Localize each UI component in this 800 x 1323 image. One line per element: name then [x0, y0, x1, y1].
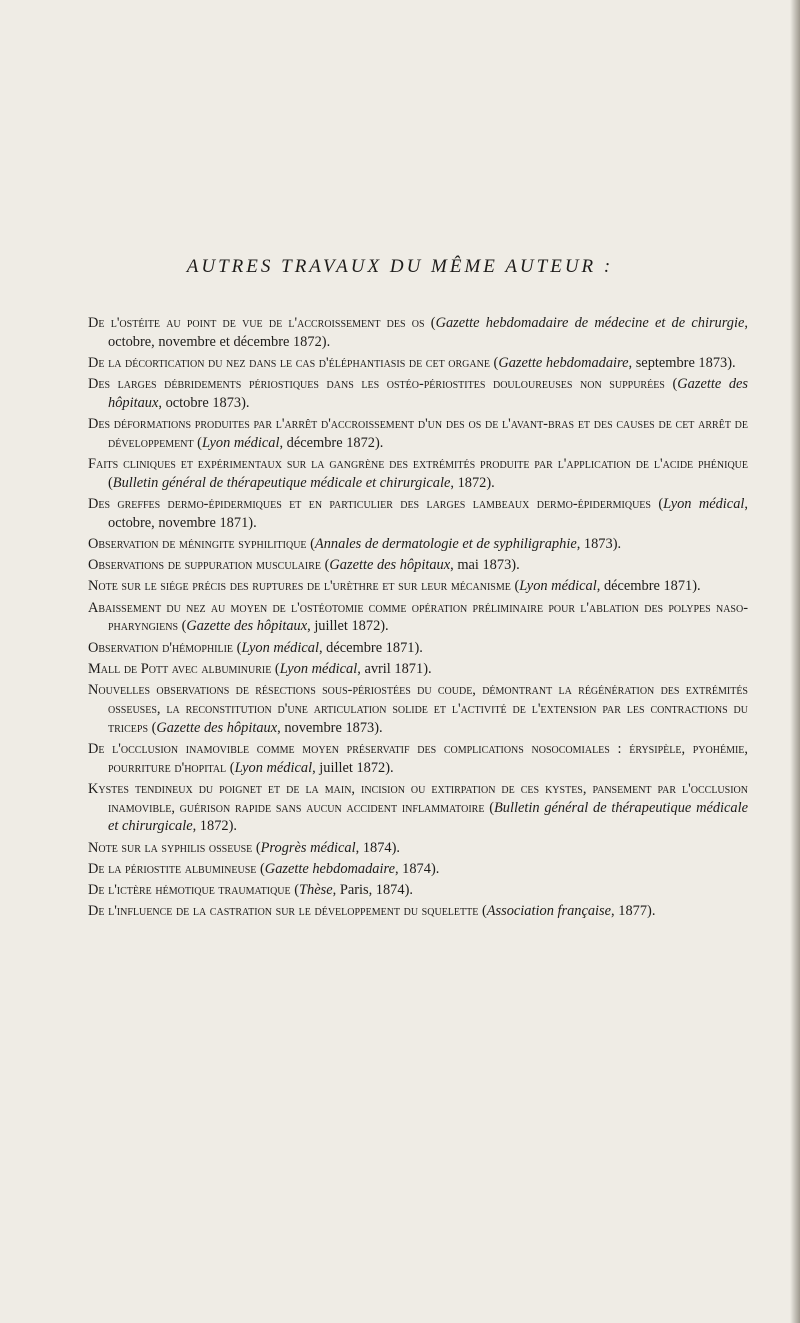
entry-source: Gazette hebdomadaire [264, 860, 395, 877]
bibliography-entry: Faits cliniques et expérimentaux sur la gangrène des extrémités produite par l'application de l'acide phénique (Bulletin général de thérapeutique médicale et chirurgicale, 1872). [88, 456, 748, 491]
entry-date: 1873 [583, 536, 613, 553]
entry-source: Annales de dermatologie et de syphiligraphie [314, 536, 577, 553]
entry-source: Lyon médical [241, 639, 319, 656]
entry-source: Bulletin général de thérapeutique médicale et chirurgicale [112, 474, 451, 491]
entry-title: Des larges débridements périostiques dans les ostéo-périostites douloureuses non suppurées [88, 376, 665, 393]
bibliography-entry: Observation d'hémophilie (Lyon médical, décembre 1871). [88, 639, 423, 656]
entry-date: décembre 1872 [286, 434, 375, 451]
entry-title: Note sur le siége précis des ruptures de l'urèthre et sur leur mécanisme [88, 578, 511, 595]
entry-source: Gazette des hôpitaux [156, 719, 278, 736]
entry-title: Abaissement du nez au moyen de l'ostéotomie comme opération préliminaire pour l'ablation des polypes naso-pharyngiens [88, 599, 748, 635]
entry-source: Gazette des hôpitaux [329, 557, 451, 574]
entry-title: Observation de méningite syphilitique [88, 536, 307, 553]
entry-source: Thèse [299, 881, 333, 898]
entry-source: Progrès médical [260, 839, 356, 856]
entry-date: Paris, 1874 [339, 881, 405, 898]
bibliography-entry: Abaissement du nez au moyen de l'ostéotomie comme opération préliminaire pour l'ablation des polypes naso-pharyngiens (Gazette des hôpitaux, juillet 1872). [88, 599, 748, 635]
entry-date: mai 1873 [457, 557, 512, 574]
entry-title: De la périostite albumineuse [88, 860, 257, 877]
entry-date: décembre 1871 [326, 639, 415, 656]
entry-source: Gazette hebdomadaire [498, 354, 629, 371]
bibliography-entry: De l'ostéite au point de vue de l'accroissement des os (Gazette hebdomadaire de médecine et de chirurgie, octobre, novembre et décembre 1872). [88, 315, 748, 350]
entry-date: novembre 1873 [284, 719, 375, 736]
entry-title: Note sur la syphilis osseuse [88, 839, 253, 856]
entry-date: septembre 1873 [635, 354, 728, 371]
entry-title: Nouvelles observations de résections sous-périostées du coude, démontrant la régénération des extrémités osseuses, la reconstitution d'une articulation solide et l'activité de l'extension par les contractions du triceps [88, 682, 748, 736]
entry-source: Lyon médical [279, 660, 358, 677]
bibliography-list [88, 314, 748, 923]
entry-title: Kystes tendineux du poignet et de la main, incision ou extirpation de ces kystes, pansement par l'occlusion inamovible, guérison rapide sans aucun accident inflammatoire [88, 780, 748, 816]
entry-date: décembre 1871 [603, 578, 693, 595]
entry-title: Des déformations produites par l'arrêt d'accroissement d'un des os de l'avant-bras et des causes de cet arrêt de développement [88, 416, 748, 451]
entry-source: Lyon médical [234, 759, 313, 776]
entry-source: Lyon médical [201, 434, 280, 451]
entry-date: 1877 [618, 903, 648, 920]
entry-date: octobre 1873 [165, 394, 242, 411]
bibliography-entry: Note sur la syphilis osseuse (Progrès médical, 1874). [88, 839, 401, 856]
entry-source: Gazette hebdomadaire de médecine et de chirurgie [435, 315, 745, 331]
bibliography-entry: Des déformations produites par l'arrêt d'accroissement d'un des os de l'avant-bras et des causes de cet arrêt de développement (Lyon médical, décembre 1872). [88, 416, 748, 451]
entry-date: 1872 [457, 474, 487, 491]
entry-date: juillet 1872 [314, 618, 381, 635]
entry-source: Gazette des hôpitaux [108, 376, 748, 411]
page-heading: AUTRES TRAVAUX DU MÊME AUTEUR : [186, 256, 614, 277]
bibliography-entry: Des greffes dermo-épidermiques et en particulier des larges lambeaux dermo-épidermiques (Lyon médical, octobre, novembre 1871). [88, 496, 748, 531]
entry-title: De l'ictère hémotique traumatique [88, 881, 291, 898]
entry-title: Observations de suppuration musculaire [88, 557, 322, 574]
bibliography-entry: De l'influence de la castration sur le développement du squelette (Association française, 1877). [88, 903, 656, 920]
bibliography-entry: Observation de méningite syphilitique (Annales de dermatologie et de syphiligraphie, 1873). [88, 536, 622, 553]
entry-date: 1874 [362, 839, 392, 856]
bibliography-entry: Kystes tendineux du poignet et de la main, incision ou extirpation de ces kystes, pansement par l'occlusion inamovible, guérison rapide sans aucun accident inflammatoire (Bulletin général de thérapeutique médicale et chirurgicale, 1872). [88, 780, 749, 835]
entry-date: octobre, novembre 1871 [108, 514, 249, 531]
entry-title: De l'occlusion inamovible comme moyen préservatif des complications nosocomiales : érysipèle, pyohémie, pourriture d'hopital [88, 740, 748, 776]
entry-date: octobre, novembre et décembre 1872 [108, 333, 322, 350]
entry-source: Lyon médical [663, 496, 745, 513]
entry-source: Association française [486, 903, 612, 920]
entry-date: avril 1871 [364, 660, 424, 677]
entry-title: Faits cliniques et expérimentaux sur la gangrène des extrémités produite par l'application de l'acide phénique [88, 456, 748, 473]
entry-source: Bulletin général de thérapeutique médicale et chirurgicale [108, 799, 749, 835]
entry-date: juillet 1872 [319, 759, 386, 776]
entry-date: 1874 [402, 860, 431, 877]
entry-source: Lyon médical [519, 578, 597, 595]
bibliography-entry: De la périostite albumineuse (Gazette hebdomadaire, 1874). [88, 860, 440, 877]
bibliography-entry: De l'ictère hémotique traumatique (Thèse, Paris, 1874). [88, 881, 413, 898]
bibliography-entry: Observations de suppuration musculaire (Gazette des hôpitaux, mai 1873). [88, 557, 520, 574]
page-edge-shadow [790, 0, 800, 1323]
entry-title: De la décortication du nez dans le cas d'éléphantiasis de cet organe [88, 354, 490, 371]
entry-source: Gazette des hôpitaux [186, 618, 308, 635]
bibliography-entry: Nouvelles observations de résections sous-périostées du coude, démontrant la régénération des extrémités osseuses, la reconstitution d'une articulation solide et l'activité de l'extension par les contractions du triceps (Gazette des hôpitaux, novembre 1873). [88, 682, 748, 736]
entry-title: Des greffes dermo-épidermiques et en particulier des larges lambeaux dermo-épidermiques [88, 496, 651, 513]
entry-title: De l'ostéite au point de vue de l'accroissement des os [88, 315, 425, 331]
bibliography-entry: De l'occlusion inamovible comme moyen préservatif des complications nosocomiales : érysipèle, pyohémie, pourriture d'hopital (Lyon médical, juillet 1872). [88, 740, 748, 776]
bibliography-entry: Des larges débridements périostiques dans les ostéo-périostites douloureuses non suppurées (Gazette des hôpitaux, octobre 1873). [88, 376, 748, 411]
entry-date: 1872 [199, 818, 229, 835]
entry-title: Mall de Pott avec albuminurie [88, 660, 272, 677]
entry-title: De l'influence de la castration sur le développement du squelette [88, 903, 479, 920]
bibliography-entry: De la décortication du nez dans le cas d'éléphantiasis de cet organe (Gazette hebdomadaire, septembre 1873). [88, 354, 736, 371]
bibliography-entry: Mall de Pott avec albuminurie (Lyon médical, avril 1871). [88, 660, 432, 677]
entry-title: Observation d'hémophilie [88, 639, 234, 656]
bibliography-entry: Note sur le siége précis des ruptures de l'urèthre et sur leur mécanisme (Lyon médical, décembre 1871). [88, 578, 701, 595]
